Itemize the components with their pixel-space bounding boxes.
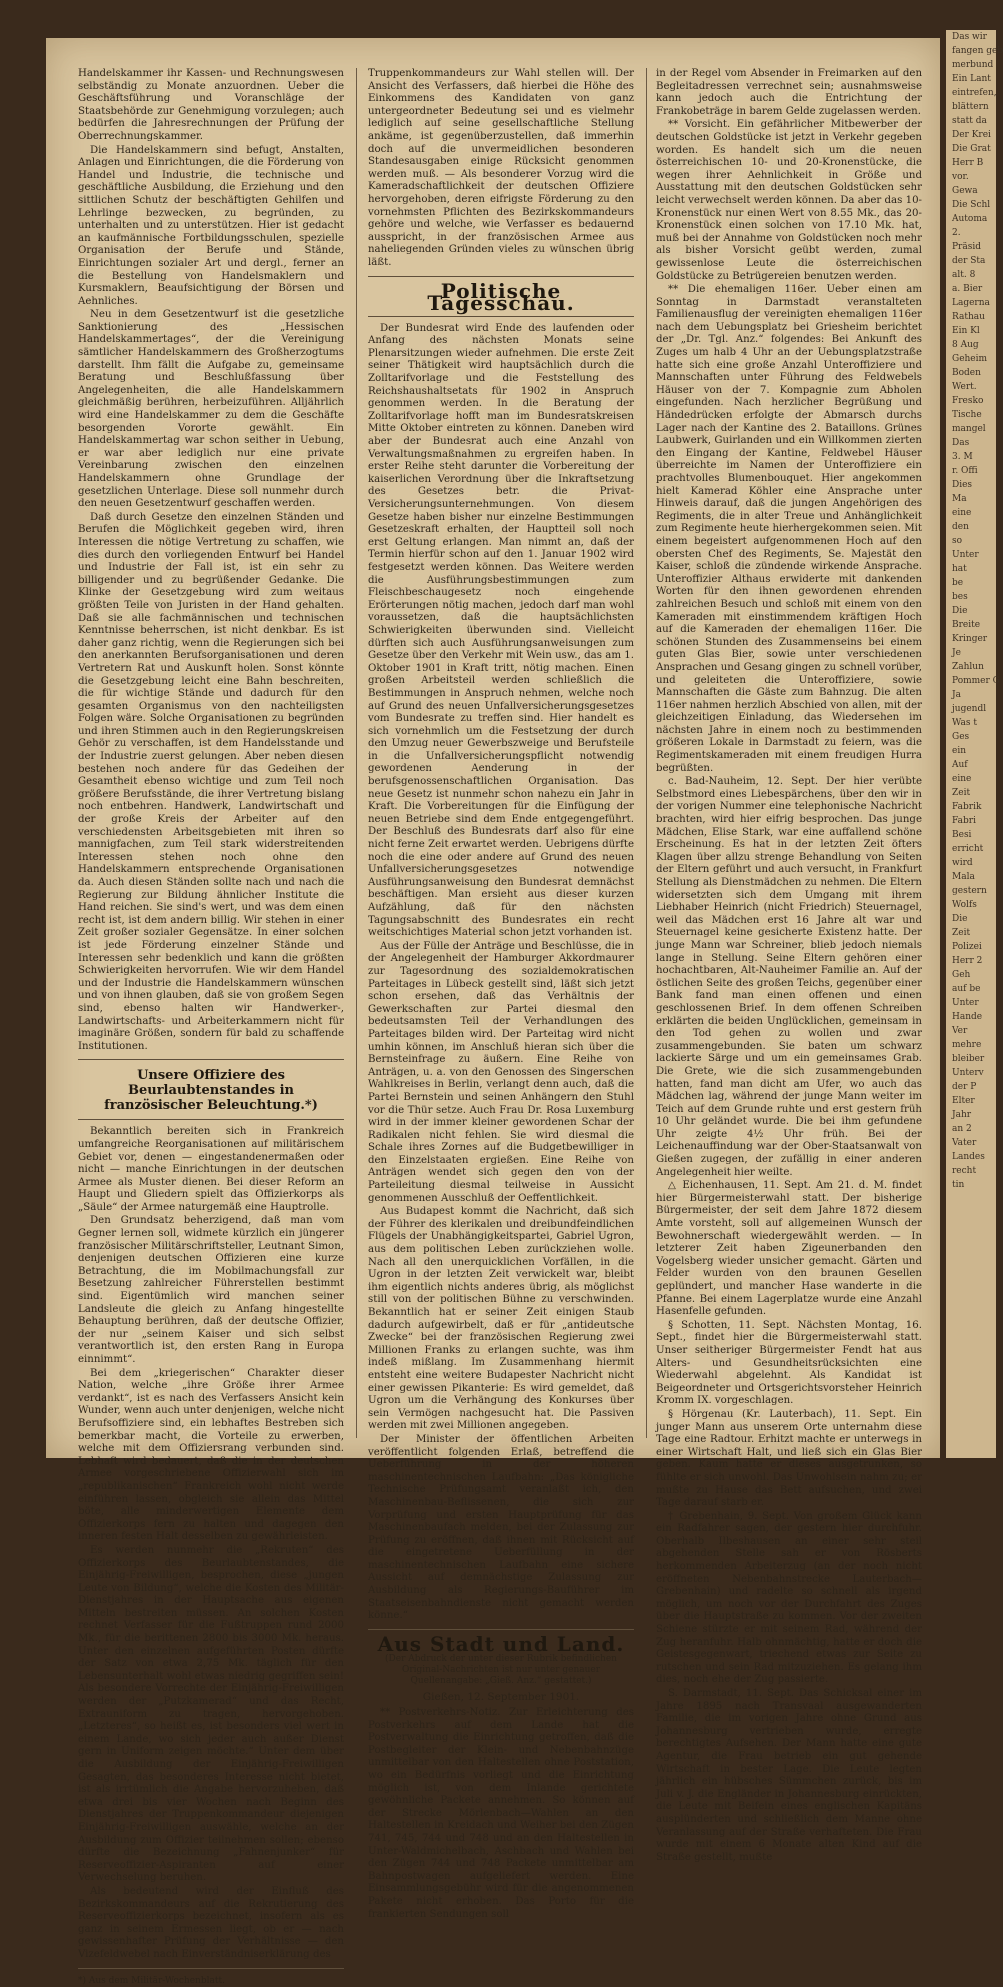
edge-fragment: Dies — [946, 478, 996, 492]
article-paragraph: Den Grundsatz beherzigend, daß man vom Gegner lernen soll, widmete kürzlich ein jüngerer französischer Militärschriftsteller, Leutnant Simon, denjenigen deutschen Offizieren eine kurze Betrachtung, die im Mobilmachungsfall zur Besetzung zahlreicher Führerstellen bestimmt sind. Eigentümlich wird manchen seiner Landsleute die gleich zu Anfang hingestellte Behauptung berühren, daß der deutsche Offizier, der nur „seinem Kaiser und sich selbst verantwortlich ist, den ersten Rang in Europa einnimmt“. — [78, 1215, 344, 1366]
edge-fragment: Ges — [946, 730, 996, 744]
edge-fragment: Rathau — [946, 310, 996, 324]
edge-fragment: Ver — [946, 1024, 996, 1038]
edge-fragment: hat — [946, 562, 996, 576]
article-paragraph: Truppenkommandeurs zur Wahl stellen will. Der Ansicht des Verfassers, daß hierbei die Höhe des Einkommens des Kandidaten von ganz untergeordneter Bedeutung sei und es vielmehr lediglich auf seine gesellschaftliche Stellung ankäme, ist gegenüberzustellen, daß immerhin doch auf die unvermeidlichen besonderen Standesausgaben einige Rücksicht genommen werden muß. — Als besonderer Vorzug wird die Kameradschaftlichkeit der deutschen Offiziere hervorgehoben, deren eifrigste Förderung zu den vornehmsten Pflichten des Bezirkskommandeurs gehöre und welche, wie Verfasser es bedauernd ausspricht, in der französischen Armee aus naheliegenden Gründen vieles zu wünschen übrig läßt. — [368, 68, 634, 270]
edge-fragment: mehre — [946, 1038, 996, 1052]
edge-fragment: Boden — [946, 366, 996, 380]
edge-fragment: ein — [946, 744, 996, 758]
edge-fragment: eine — [946, 772, 996, 786]
article-paragraph: Als bedeutend wird der Einfluß des Bezirkskommandeurs auf die Rekrutierung des Reserveoffizierkorps bezeichnet, insofern als es ganz in seinem Ermessen liegt, ob er — nach gewissenhafter Prüfung der Verhältnisse — den Vizefeldwebel nach Einverständniserklärung des — [78, 1886, 344, 1962]
edge-fragment: Lagerna — [946, 296, 996, 310]
edge-fragment: Auf — [946, 758, 996, 772]
edge-fragment: Kringer — [946, 632, 996, 646]
column-rule — [646, 68, 647, 1438]
divider — [368, 276, 634, 277]
edge-fragment: Fabri — [946, 814, 996, 828]
edge-fragment: Unter — [946, 996, 996, 1010]
edge-fragment: statt da — [946, 114, 996, 128]
edge-fragment: r. Offi — [946, 464, 996, 478]
edge-fragment: fangen geb — [946, 44, 996, 58]
section-heading-politics: Politische Tagesschau. — [368, 285, 634, 310]
edge-fragment: Jahr — [946, 1108, 996, 1122]
edge-fragment: Das wir — [946, 30, 996, 44]
edge-fragment: Fabrik — [946, 800, 996, 814]
edge-fragment: gestern — [946, 884, 996, 898]
article-paragraph: Bei dem „kriegerischen“ Charakter dieser Nation, welche „ihre Größe ihrer Armee verdankt“, ist es nach des Verfassers Ansicht kein Wunder, wenn auch unter denjenigen, welche nicht Berufsoffiziere sind, ein lebhaftes Bestreben sich bemerkbar macht, die Vorteile zu erwerben, welche mit dem Offiziersrang verbunden sind. Lebhaft wird bedauert, daß die in der deutschen Armee vorgeschriebene Offizierwahl sich im „republikanischen“ Frankreich wohl nicht werde einführen lassen, obgleich sie allein das Mittel böte, alle minderwertigen Elemente dem Offizierkorps fern zu halten und dagegen den inneren festen Halt desselben zu gewährleisten. — [78, 1368, 344, 1544]
article-paragraph: Bekanntlich bereiten sich in Frankreich umfangreiche Reorganisationen auf militärischem Gebiet vor, denen — eingestandenermaßen oder nicht — manche Einrichtungen in der deutschen Armee als Muster dienen. Bei dieser Reform an Haupt und Gliedern spielt das Offizierkorps als „Säule“ der Armee naturgemäß eine Hauptrolle. — [78, 1126, 344, 1214]
edge-fragment: Ein Lant — [946, 72, 996, 86]
edge-fragment: Mala — [946, 870, 996, 884]
article-paragraph: † Grebenhain, 9. Sept. Von großem Glück kann ein Radfahrer sagen, der gestern hier durchfuhr. Oberhalb Ilbeshausen an einer sehr steil abgehenden Stelle sah er von Rösberts herkommenden Arbeiterzug (an der noch nicht eröffneten Nebenbahnstrecke Lauterbach—Grebenhain) und radelte so schnell als irgend möglich, um noch vor der Durchfahrt des Zuges über die Hauptstraße zu kommen. Vor der zweiten Schiene stürzte er mit seinem Rad, während der Zug heranfuhr. Halb ohnmächtig, hatte er doch die Geistesgegenwart, triechend etwas zur Seite zu rutschen und sein Rad mitzuziehen. Es gelang ihm dies, noch ehe der Zug passierte. — [656, 1511, 922, 1687]
article-paragraph: ** Die ehemaligen 116er. Ueber einen am Sonntag in Darmstadt veranstalteten Familienausflug der vereinigten ehemaligen 116er nach dem Uebungsplatz bei Griesheim berichtet der „Dr. Tgl. Anz.“ folgendes: Bei Ankunft des Zuges um halb 4 Uhr an der Uebungsplatzstraße hatte sich eine große Anzahl Unteroffiziere und Mannschaften unter Führung des Feldwebels Häuser von der 7. Kompagnie zum Abholen eingefunden. Nach herzlicher Begrüßung und Händedrücken erfolgte der Abmarsch durchs Lager nach der Kantine des 2. Bataillons. Grünes Laubwerk, Guirlanden und ein Willkommen zierten den Eingang der Kantine, Feldwebel Häuser überreichte im Namen der Unteroffiziere ein prachtvolles Blumenbouquet. Hier angekommen hielt Kamerad Köhler eine Ansprache unter Hinweis darauf, daß die jungen Angehörigen des Regiments, die in alter Treue und Anhänglichkeit zum Regimente heute hierhergekommen seien. Mit einem begeistert aufgenommenen Hoch auf den obersten Chef des Regiments, Se. Majestät den Kaiser, schloß die zündende wirkende Ansprache. Unteroffizier Althaus erwiderte mit dankenden Worten für den ihnen gewordenen ehrenden zahlreichen Besuch und schloß mit einem von den Kameraden mit einstimmendem kräftigen Hoch auf die Kameraden der ehemaligen 116er. Die schönen Stunden des Zusammenseins bei einem guten Glas Bier, sowie unter verschiedenen Ansprachen und Gesang gingen zu schnell vorüber, und geleiteten die Unteroffiziere, sowie Mannschaften die Gäste zum Bahnzug. Die alten 116er nahmen herzlich Abschied von allen, mit der gleichzeitigen Einladung, das Wiedersehen im nächsten Jahre in einem noch zu bestimmenden größeren Lokale in Darmstadt zu feiern, was die Regimentskameraden mit einem freudigen Hurra begrüßten. — [656, 284, 922, 775]
edge-fragment: Je — [946, 646, 996, 660]
article-paragraph: ** Vorsicht. Ein gefährlicher Mitbewerber der deutschen Goldstücke ist jetzt in Verkehr gegeben worden. Es handelt sich um die neuen österreichischen 10- und 20-Kronenstücke, die wegen ihrer Aehnlichkeit in Größe und Ausstattung mit den deutschen Goldstücken sehr leicht verwechselt werden können. Da aber das 10-Kronenstück nur einen Wert von 8.55 Mk., das 20-Kronenstück einen solchen von 17.10 Mk. hat, muß bei der Annahme von Goldstücken noch mehr als bisher Vorsicht geübt werden, zumal gewissenlose Leute die österreichischen Goldstücke zu Betrügereien benutzen werden. — [656, 119, 922, 283]
edge-fragment: Was t — [946, 716, 996, 730]
edge-fragment: eintrefen, — [946, 86, 996, 100]
edge-fragment: Geheim — [946, 352, 996, 366]
edge-fragment: 3. M — [946, 450, 996, 464]
column-left — [78, 68, 344, 1440]
article-paragraph: § Schotten, 11. Sept. Nächsten Montag, 16. Sept., findet hier die Bürgermeisterwahl statt. Unser seitheriger Bürgermeister Fendt hat aus Alters- und Gesundheitsrücksichten eine Wiederwahl abgelehnt. Als Kandidat ist Beigeordneter und Ortsgerichtsvorsteher Heinrich Kromm IX. vorgeschlagen. — [656, 1320, 922, 1408]
edge-fragment: Ja — [946, 688, 996, 702]
edge-fragment: jugendl — [946, 702, 996, 716]
edge-fragment: Der Krei — [946, 128, 996, 142]
edge-fragment: alt. 8 — [946, 268, 996, 282]
edge-fragment: 2. — [946, 226, 996, 240]
edge-fragment: Die Schl — [946, 198, 996, 212]
edge-fragment: Präsid — [946, 240, 996, 254]
edge-fragment: Ein Kl — [946, 324, 996, 338]
article-paragraph: △ Eichenhausen, 11. Sept. Am 21. d. M. findet hier Bürgermeisterwahl statt. Der bisherige Bürgermeister, der seit dem Jahre 1872 diesem Amte vorsteht, soll auf allgemeinen Wunsch der Bewohnerschaft wiedergewählt werden. — In letzterer Zeit haben Zigeunerbanden den Vogelsberg wieder unsicher gemacht. Gärten und Felder wurden von den braunen Gesellen geplündert, und mancher Hase wanderte in die Pfanne. Bei einem Lagerplatze wurde eine Anzahl Hasenfelle gefunden. — [656, 1180, 922, 1319]
dateline: Gießen, 12. September 1901. — [368, 1691, 634, 1704]
edge-fragment: Breite — [946, 618, 996, 632]
article-paragraph: ** Postverkehrs-Notiz. Zur Erleichterung des Postverkehrs auf dem Lande hat die Postverwaltung die Einrichtung getroffen, daß die Postbegleiter der Klein- und Nebenbahnzüge unmittelbar von den Haltestellen ohne Poststation, wo ein Bedürfnis vorliegt und die Einrichtung möglich ist, von dem Inlande gerichtete gewöhnliche Packete annehmen. So können auf der Strecke Mörlenbach—Wahlen an den Haltestellen in Kreidach und Weiher bei den Zügen 741, 745, 744 und 748 und an den Haltestellen in Unter-Waldmichelbach, Aschbach und Wahlen bei den Zügen 744 und 748 Packete unmittelbar am Bahnpostwagen aufgeliefert werden. Eine Einsammlungsgebühr wird für die angenommenen Pakete nicht erhoben. Das Porto für die frankierten Sendungen soll — [368, 1707, 634, 1921]
edge-fragment: Unterv — [946, 1066, 996, 1080]
article-paragraph: Es werden nunmehr die „Rekruten“ des Offizierkorps des Beurlaubtenstandes, die Einjährig-Freiwilligen, besprochen, diese „jungen Leute von Bildung“, welche die Kosten des Militär-Dienstjahres in der Hauptsache aus eigenen Mitteln bestreiten müssen. An solchen Kosten rechnet Verfasser für die Fußtruppen rund 2000 Mk., für die berittenen 2800 bis 3000 Mk. heraus. Unter den einzelnen aufgeführten Posten dürfte der Satz von etwa 2,75 Mk. täglich für den Lebensunterhalt wohl etwas niedrig gegriffen sein! Als besondere Vorrechte der Einjährig-Freiwilligen werden der „Putzkamerad“ und das Recht, Extrauniform zu tragen, hervorgehoben. „Letzteres“, so heißt es, ist besonders viel wert in einem Lande, wo sich jeder auch außer Dienst gern in Uniform zeigen möchte.“ Unter dem über die Ausbildung der Einjährig-Freiwilligen Gesagten, das besonderes Interesse nicht bietet, ist als irrtümlich die Angabe hervorzuheben, daß etwa drei bis vier Wochen nach Beginn des Dienstjahres der Truppenkommandeur diejenigen Einjährig-Freiwilligen auswähle, welche an der Ausbildung zum Offizier teilnehmen sollen; ebenso dürfte die Bezeichnung „Fahnenjunker“ für Reserveoffizier-Aspiranten auf einer Verwechselung beruhen. — [78, 1545, 344, 1885]
edge-fragment: der Sta — [946, 254, 996, 268]
edge-fragment: a. Bier — [946, 282, 996, 296]
edge-fragment: erricht — [946, 842, 996, 856]
article-paragraph: S. Darmstadt, 11. Sept. Das Schicksal einer im Jahre 1895 nach Transvaal ausgewanderten Familie, die im vorigen Jahre ohne Grund aus Johannesburg vertrieben wurde, erregte berechtigtes Aufsehen. Der Mann hatte eine gute Agentur, die Frau betrieb ein gut gehende Wirtschaft in bester Lage. Die Leute legten jährlich ein hübsches Sümmchen zurück, bis im Juli v. J. die Engländer in Johannesburg einrückten, die Leute mit Beifein eines englischen Kapitäns ausplünderten und schließlich dem Manne ohne Veranlassung auf der Straße verhafteten. Die Frau wurde mit einem 6 Monate alten Kind auf die Straße gestellt, mußte — [656, 1688, 922, 1864]
article-paragraph: § Hörgenau (Kr. Lauterbach), 11. Sept. Ein junger Mann aus unserem Orte unternahm diese Tage eine Radtour. Erhitzt machte er unterwegs in einer Wirtschaft Halt, und ließ sich ein Glas Bier geben. Kaum hatte er dieses ausgetrunken, so fühlte er sich unwohl. Das Unwohlsein nahm zu; er mußte zu Hause das Bett aufsuchen, und zwei Tage darauf starb er. — [656, 1409, 922, 1510]
edge-fragment: Die — [946, 912, 996, 926]
article-paragraph: in der Regel vom Absender in Freimarken auf den Begleitadressen verrechnet sein; ausnahmsweise kann jedoch auch die Entrichtung der Frankobeträge in barem Gelde zugelassen werden. — [656, 68, 922, 118]
edge-fragment: Herr 2 — [946, 954, 996, 968]
edge-fragment: Zahlun — [946, 660, 996, 674]
edge-fragment: wird — [946, 856, 996, 870]
edge-fragment: Wert. — [946, 380, 996, 394]
edge-fragment: tin — [946, 1178, 996, 1192]
edge-fragment: Besi — [946, 828, 996, 842]
section-heading-local: Aus Stadt und Land. — [368, 1638, 634, 1651]
article-paragraph: Aus Budapest kommt die Nachricht, daß sich der Führer des klerikalen und dreibundfeindlichen Flügels der Unabhängigkeitspartei, Gabriel Ugron, aus dem politischen Leben zurückziehen wolle. Nach all den unerquicklichen Vorfällen, in die Ugron in der letzten Zeit verwickelt war, bleibt ihm eigentlich nichts anderes übrig, als möglichst still von der politischen Bühne zu verschwinden. Bekanntlich hat er seiner Zeit einigen Staub dadurch aufgewirbelt, daß er für „antideutsche Zwecke“ bei der französischen Regierung zwei Millionen Franks zu erlangen suchte, was ihm indeß mißlang. Im Zusammenhang hiermit entsteht eine weitere Budapester Nachricht nicht einer gewissen Pikanterie: Es wird gemeldet, daß Ugron um die Verhängung des Konkurses über sein Vermögen nachgesucht hat. Die Passiven werden mit zwei Millionen angegeben. — [368, 1206, 634, 1433]
edge-fragment: der P — [946, 1080, 996, 1094]
divider — [78, 1059, 344, 1060]
edge-fragment: Unter — [946, 548, 996, 562]
edge-fragment: an 2 — [946, 1122, 996, 1136]
reprint-note: (Der Abdruck der unter dieser Rubrik befindlichen Original-Nachrichten ist nur unter genauer Quellenangabe: „Gieß. Anz.“ gestattet.) — [368, 1654, 634, 1687]
article-paragraph: Aus der Fülle der Anträge und Beschlüsse, die in der Angelegenheit der Hamburger Akkordmaurer zur Tagesordnung des sozialdemokratischen Parteitages in Lübeck gestellt sind, läßt sich jetzt schon ersehen, daß das Verhältnis der Gewerkschaften zur Partei diesmal den bedeutsamsten Teil der Verhandlungen des Parteitages bilden wird. Der Parteitag wird nicht umhin können, im Anschluß hieran sich über die Bernsteinfrage zu äußern. Eine Reihe von Anträgen, u. a. von den Genossen des Singerschen Wahlkreises in Berlin, verlangt denn auch, daß die Partei Bernstein und seinen Anhängern den Stuhl vor die Thür setze. Auch Frau Dr. Rosa Luxemburg wird in der immer kleiner gewordenen Schar der Radikalen nicht fehlen. Sie wird diesmal die Schale ihres Zornes auf die Budgetbewilliger in den Einzelstaaten ergießen. Eine Reihe von Anträgen wendet sich gegen den von der Parteileitung diesmal teilweise in Aussicht genommenen Ausschluß der Oeffentlichkeit. — [368, 941, 634, 1205]
edge-fragment: Fresko — [946, 394, 996, 408]
divider — [78, 1119, 344, 1120]
article-paragraph: Handelskammer ihr Kassen- und Rechnungswesen selbständig zu Monate anzuordnen. Ueber die Geschäftsführung und Voranschläge der Staatsbehörde zur Genehmigung vorzulegen; auch bedürfen die Jahresrechnungen der Prüfung der Oberrechnungskammer. — [78, 68, 344, 144]
edge-fragment: Hande — [946, 1010, 996, 1024]
edge-fragment: be — [946, 576, 996, 590]
edge-fragment: Ma — [946, 492, 996, 506]
article-paragraph: Daß durch Gesetze den einzelnen Ständen und Berufen die Möglichkeit gegeben wird, ihren Interessen die nötige Vertretung zu schaffen, wie dies durch den vorliegenden Entwurf bei Handel und Industrie der Fall ist, ist ein sehr zu billigender und zu begrüßender Gedanke. Die Klinke der Gesetzgebung wird zum weitaus größten Teile von Juristen in der Hand gehalten. Daß sie alle fachmännischen und technischen Kenntnisse beherrschen, ist nicht denkbar. Es ist daher ganz richtig, wenn die Regierungen sich bei den anerkannten Berufsorganisationen und deren Vertretern Rat und Auskunft holen. Sonst könnte die Gesetzgebung leicht eine Bahn beschreiten, die für wichtige Stände und dadurch für den gesamten Organismus von den nachteiligsten Folgen wäre. Solche Organisationen zu begründen und ihren Stimmen auch in den Regierungskreisen Gehör zu verschaffen, ist dem Handelsstande und der Industrie zuerst gelungen. Aber neben diesen bestehen noch andere für das Gedeihen der Gesamtheit ebenso wichtige und zum Teil noch größere Berufsstände, die ihrer Vertretung bislang noch entbehren. Handwerk, Landwirtschaft und der große Kreis der Arbeiter auf den verschiedensten Arbeitsgebieten mit ihren so mannigfachen, zum Teil stark widerstreitenden Interessen stehen noch ohne den Handelskammern entsprechende Organisationen da. Auch diesen Ständen sollte nach und nach die Regierung zur Bildung ähnlicher Institute die Hand reichen. Sie sind's wert, und was dem einen recht ist, ist dem andern billig. Wir stehen in einer Zeit großer sozialer Gegensätze. In einer solchen ist jede Förderung einzelner Stände und Interessen sehr bedenklich und kann die größten Schwierigkeiten hervorrufen. Wie wir dem Handel und der Industrie die Handelskammern wünschen und von ihnen glauben, daß sie von großem Segen sind, ebenso halten wir Handwerker-, Landwirtschafts- und Arbeiterkammern nicht für imaginäre Größen, sondern für bald zu schaffende Institutionen. — [78, 512, 344, 1054]
edge-fragment: Automa — [946, 212, 996, 226]
edge-fragment: vor. — [946, 170, 996, 184]
edge-fragment: Polizei — [946, 940, 996, 954]
edge-fragment: recht — [946, 1164, 996, 1178]
article-paragraph: Neu in dem Gesetzentwurf ist die gesetzliche Sanktionierung des „Hessischen Handelskammertages“, der die Vereinigung sämtlicher Handelskammern des Großherzogtums darstellt. Ihm fällt die Aufgabe zu, gemeinsame Beratung und Beschlußfassung über Angelegenheiten, die alle Handelskammern gleichmäßig berühren, herbeizuführen. Alljährlich wird eine Handelskammer zu dem die Geschäfte besorgenden Vororte gewählt. Ein Handelskammertag war schon seither in Uebung, er war aber lediglich nur eine private Vereinbarung zwischen den einzelnen Handelskammern ohne Grundlage der gesetzlichen Unterlage. Diese soll nunmehr durch den neuen Gesetzentwurf geschaffen werden. — [78, 309, 344, 511]
edge-fragment: merbund — [946, 58, 996, 72]
edge-fragment: Wolfs — [946, 898, 996, 912]
edge-fragment: Zeit — [946, 926, 996, 940]
edge-fragment: Tische — [946, 408, 996, 422]
edge-fragment: Vater — [946, 1136, 996, 1150]
edge-fragment: Zeit — [946, 786, 996, 800]
column-middle — [368, 68, 634, 1440]
edge-fragment: auf be — [946, 982, 996, 996]
edge-fragment: 8 Aug — [946, 338, 996, 352]
column-rule — [356, 68, 357, 1438]
edge-fragment: bes — [946, 590, 996, 604]
headline-officers: Unsere Offiziere des Beurlaubtenstandes in französischer Beleuchtung.*) — [78, 1068, 344, 1113]
edge-fragment: eine — [946, 506, 996, 520]
edge-fragment: so — [946, 534, 996, 548]
edge-fragment: Herr B — [946, 156, 996, 170]
edge-fragment: Geh — [946, 968, 996, 982]
edge-fragment: Pommer G — [946, 674, 996, 688]
edge-fragment: bleiber — [946, 1052, 996, 1066]
divider — [368, 316, 634, 317]
column-right — [656, 68, 922, 1440]
edge-fragment: blättern — [946, 100, 996, 114]
newspaper-page — [46, 38, 940, 1458]
edge-fragment: mangel — [946, 422, 996, 436]
edge-fragment: Landes — [946, 1150, 996, 1164]
adjacent-page-edge — [946, 30, 996, 1458]
article-paragraph: Der Minister der öffentlichen Arbeiten veröffentlicht folgenden Erlaß, betreffend die Ueberführung in der höheren maschinentechnischen Laufbahn: „Das königliche Technische Prüfungsamt veranlaßt ich, den Maschinenbau-Beflissenen, die sich zur Vorprüfung und ersten Hauptprüfung für das Maschinenbaufach melden, bei der Zulassung zur Prüfung zu eröffnen, daß ihnen mit Rücksicht auf die eingetretene Ueberfüllung in der maschinentechnischen Laufbahn eine sichere Aussicht auf demnächstige Zulassung zur Ausbildung als Regierungs-Bauführer im Staatseisenbahndienste nicht gemacht werden könne.“ — [368, 1434, 634, 1623]
article-paragraph: c. Bad-Nauheim, 12. Sept. Der hier verübte Selbstmord eines Liebespärchens, über den wir in der vorigen Nummer eine telephonische Nachricht brachten, wird hier eifrig besprochen. Das junge Mädchen, Elise Stark, war eine auffallend schöne Erscheinung. Es hat in der letzten Zeit öfters Klagen über allzu strenge Behandlung von Seiten der Eltern geführt und auch versucht, in Frankfurt Stellung als Dienstmädchen zu nehmen. Die Eltern widersetzten sich dem Umgang mit ihrem Liebhaber Heinrich (nicht Friedrich) Steuernagel, weil das Mädchen erst 16 Jahre alt war und Steuernagel keine gesicherte Existenz hatte. Der junge Mann war Schreiner, blieb jedoch niemals lange in Stellung. Seine Eltern gehören einer hochachtbaren, Alt-Nauheimer Familie an. Auf der östlichen Seite des großen Teichs, gegenüber einer Bank fand man einen offenen und einen geschlossenen Brief. In dem offenen Schreiben erklärten die beiden Unglücklichen, gemeinsam in den Tod gehen zu wollen und zwar zusammengebunden. Sie baten um schwarz lackierte Särge und um ein gemeinsames Grab. Die Grete, wie die sich zusammengebunden hatten, fand man dicht am Ufer, wo auch das Mädchen lag, während der junge Mann weiter im Teich auf dem Grunde ruhte und erst gestern früh 10 Uhr geländet wurde. Die bei ihm gefundene Uhr zeigte 4½ Uhr früh. Bei der Leichenauffindung war der Ober-Staatsanwalt von Gießen zugegen, der zufällig in einer anderen Angelegenheit hier weilte. — [656, 776, 922, 1179]
edge-fragment: Das — [946, 436, 996, 450]
divider — [78, 1968, 344, 1969]
article-paragraph: Die Handelskammern sind befugt, Anstalten, Anlagen und Einrichtungen, die die Förderung von Handel und Industrie, die technische und geschäftliche Ausbildung, die Erziehung und den sittlichen Schutz der beschäftigten Gehilfen und Lehrlinge bezwecken, zu begründen, zu unterhalten und zu unterstützen. Hier ist gedacht an kaufmännische Fortbildungsschulen, spezielle Organisation der Berufe und Stände, Einrichtungen sozialer Art und dergl., ferner an die Bestellung von Handelsmaklern und Kursmaklern, Beaufsichtigung der Börsen und Aehnliches. — [78, 145, 344, 309]
edge-fragment: Die — [946, 604, 996, 618]
article-paragraph: Der Bundesrat wird Ende des laufenden oder Anfang des nächsten Monats seine Plenarsitzungen wieder aufnehmen. Die erste Zeit seiner Thätigkeit wird hauptsächlich durch die Zolltarifvorlage und die Feststellung des Reichshaushaltsetats für 1902 in Anspruch genommen werden. In die Beratung der Zolltarifvorlage hofft man im Bundesratskreisen Mitte Oktober eintreten zu können. Daneben wird aber der Bundesrat auch eine Anzahl von Verwaltungsmaßnahmen zu ergreifen haben. In erster Reihe steht darunter die Vorbereitung der kaiserlichen Verordnung über die Inkraftsetzung des Gesetzes betr. die Privat-Versicherungsunternehmungen. Von diesem Gesetze haben bisher nur einzelne Bestimmungen Gesetzeskraft erhalten, der Hauptteil soll noch erst Geltung erlangen. Man nimmt an, daß der Termin hierfür schon auf den 1. Januar 1902 wird festgesetzt werden können. Das Weitere werden die Ausführungsbestimmungen zum Fleischbeschaugesetz noch eingehende Erörterungen nötig machen, jedoch darf man wohl voraussetzen, daß die hauptsächlichsten Schwierigkeiten überwunden sind. Vielleicht dürften sich auch Ausführungsanweisungen zum Gesetze über den Verkehr mit Wein usw., das am 1. Oktober 1901 in Kraft tritt, nötig machen. Einen großen Arbeitsteil werden schließlich die Bestimmungen in Anspruch nehmen, welche noch auf Grund des neuen Unfallversicherungsgesetzes vom Bundesrate zu treffen sind. Hier handelt es sich vornehmlich um die Festsetzung der durch den Umzug neuer Gewerbszweige und Berufsteile in die Unfallversicherungspflicht notwendig gewordenen Aenderung in der berufsgenossenschaftlichen Organisation. Das neue Gesetz ist nunmehr schon nahezu ein Jahr in Kraft. Die Vorbereitungen für die Einfügung der neuen Betriebe sind dem Ende entgegengeführt. Der Beschluß des Bundesrats darf also für eine nicht ferne Zeit erwartet werden. Uebrigens dürfte noch die eine oder andere auf Grund des neuen Unfallversicherungsgesetzes notwendige Ausführungsanweisung den Bundesrat demnächst beschäftigen. Man ersieht aus dieser kurzen Aufzählung, daß für den nächsten Tagungsabschnitt des Bundesrates ein recht weitschichtiges Material schon jetzt vorhanden ist. — [368, 323, 634, 940]
edge-fragment: Die Grat — [946, 142, 996, 156]
edge-fragment: Elter — [946, 1094, 996, 1108]
edge-fragment: Gewa — [946, 184, 996, 198]
edge-fragment: den — [946, 520, 996, 534]
footnote: *) Aus dem Militär-Wochenblatt. — [78, 1975, 344, 1987]
divider — [368, 1629, 634, 1630]
